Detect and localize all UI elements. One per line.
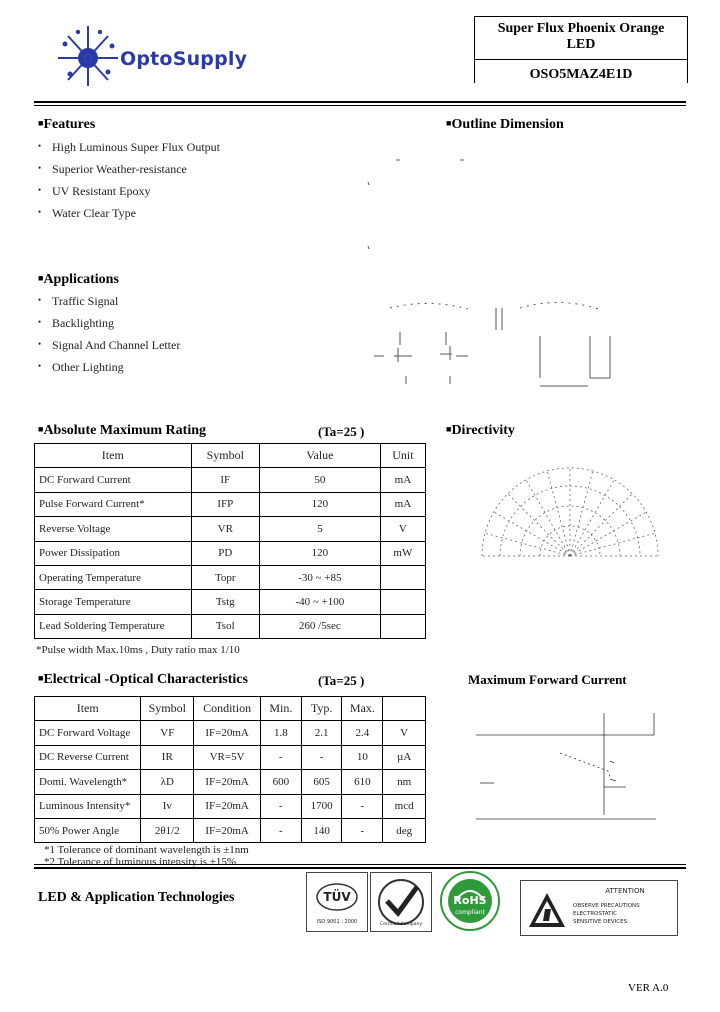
table-cell: IFP bbox=[191, 492, 259, 516]
table-cell: 10 bbox=[342, 745, 383, 769]
svg-text:ATTENTION: ATTENTION bbox=[605, 887, 645, 895]
table-cell: - bbox=[342, 818, 383, 842]
table-cell: - bbox=[260, 818, 301, 842]
table-cell: nm bbox=[383, 770, 426, 794]
header-divider-thin bbox=[34, 105, 686, 106]
table-row bbox=[35, 541, 426, 565]
polar-spoke bbox=[526, 480, 570, 556]
table-cell: Lead Soldering Temperature bbox=[35, 614, 192, 638]
table-cell: IF bbox=[191, 468, 259, 492]
col-header: Min. bbox=[260, 697, 301, 721]
table-cell bbox=[380, 590, 425, 614]
table-cell: -30 ~ +85 bbox=[259, 565, 380, 589]
table-cell: Operating Temperature bbox=[35, 565, 192, 589]
svg-text:TÜV: TÜV bbox=[323, 890, 351, 904]
polar-spoke bbox=[570, 471, 593, 556]
table-cell: 50 bbox=[259, 468, 380, 492]
table-cell: Tsol bbox=[191, 614, 259, 638]
svg-text:Certified Company: Certified Company bbox=[379, 922, 423, 927]
footer-divider bbox=[34, 864, 686, 865]
table-cell: 1.8 bbox=[260, 721, 301, 745]
table-cell bbox=[380, 614, 425, 638]
table-cell: mW bbox=[380, 541, 425, 565]
polar-spoke bbox=[570, 480, 614, 556]
table-row bbox=[35, 590, 426, 614]
table-cell: Luminous Intensity* bbox=[35, 794, 141, 818]
max-forward-chart bbox=[470, 705, 690, 835]
table-cell: λD bbox=[141, 770, 194, 794]
col-header: Unit bbox=[380, 444, 425, 468]
table-cell: IF=20mA bbox=[194, 818, 261, 842]
table-cell: DC Reverse Current bbox=[35, 745, 141, 769]
table-header bbox=[35, 444, 426, 468]
svg-text:compliant: compliant bbox=[455, 909, 485, 916]
list-item: • Other Lighting bbox=[38, 360, 124, 374]
features-heading: ■Features bbox=[38, 117, 96, 132]
tuv-certification-badge bbox=[306, 872, 368, 932]
certified-company-badge bbox=[370, 872, 432, 932]
table-row bbox=[35, 614, 426, 638]
table-cell: VR bbox=[191, 517, 259, 541]
list-item: • Water Clear Type bbox=[38, 206, 136, 220]
title-line2: LED bbox=[566, 37, 596, 52]
table-cell: 610 bbox=[342, 770, 383, 794]
table-row bbox=[35, 745, 426, 769]
table-cell: 605 bbox=[301, 770, 342, 794]
col-header: Item bbox=[35, 697, 141, 721]
applications-heading: ■Applications bbox=[38, 272, 119, 287]
directivity-heading: ■Directivity bbox=[446, 423, 515, 438]
rohs-badge bbox=[434, 870, 506, 932]
table-cell: Domi. Wavelength* bbox=[35, 770, 141, 794]
table-cell: 2.1 bbox=[301, 721, 342, 745]
polar-spoke bbox=[570, 512, 646, 556]
outline-heading: ■Outline Dimension bbox=[446, 117, 564, 132]
table-cell: mA bbox=[380, 492, 425, 516]
table-cell: -40 ~ +100 bbox=[259, 590, 380, 614]
table-cell: Reverse Voltage bbox=[35, 517, 192, 541]
svg-text:OBSERVE PRECAUTIONS: OBSERVE PRECAUTIONS bbox=[573, 903, 640, 909]
polar-spoke bbox=[485, 533, 570, 556]
svg-text:SENSITIVE DEVICES: SENSITIVE DEVICES bbox=[573, 919, 628, 925]
table-cell: DC Forward Voltage bbox=[35, 721, 141, 745]
svg-text:ISO 9001 : 2000: ISO 9001 : 2000 bbox=[316, 919, 358, 925]
applications-list bbox=[38, 294, 180, 382]
abs-max-note: *Pulse width Max.10ms , Duty ratio max 1/10 bbox=[36, 644, 240, 656]
footer-divider-thick bbox=[34, 867, 686, 869]
table-cell: V bbox=[383, 721, 426, 745]
note-line: *1 Tolerance of dominant wavelength is ±1nm bbox=[44, 844, 249, 856]
table-cell: Topr bbox=[191, 565, 259, 589]
features-list bbox=[38, 140, 220, 228]
table-row bbox=[35, 468, 426, 492]
brand-name: OptoSupply bbox=[120, 48, 248, 70]
table-cell: IF=20mA bbox=[194, 721, 261, 745]
table-cell: 260 /5sec bbox=[259, 614, 380, 638]
table-cell: Tstg bbox=[191, 590, 259, 614]
table-cell: mA bbox=[380, 468, 425, 492]
list-item: • UV Resistant Epoxy bbox=[38, 184, 151, 198]
table-cell: VR=5V bbox=[194, 745, 261, 769]
table-row bbox=[35, 818, 426, 842]
table-cell: DC Forward Current bbox=[35, 468, 192, 492]
table-cell: µA bbox=[383, 745, 426, 769]
esd-warning-icon bbox=[521, 881, 677, 935]
product-title bbox=[475, 21, 687, 53]
table-header bbox=[35, 697, 426, 721]
title-line1: Super Flux Phoenix Orange bbox=[497, 21, 665, 36]
rohs-icon bbox=[434, 870, 506, 932]
logo-star-icon bbox=[56, 24, 120, 88]
polar-arc bbox=[482, 468, 658, 556]
table-cell: 600 bbox=[260, 770, 301, 794]
polar-spoke bbox=[508, 494, 570, 556]
table-cell: 50% Power Angle bbox=[35, 818, 141, 842]
part-number: OSO5MAZ4E1D bbox=[529, 67, 633, 82]
table-row bbox=[35, 794, 426, 818]
table-cell: - bbox=[260, 745, 301, 769]
outline-drawing bbox=[360, 140, 690, 400]
header-divider bbox=[34, 101, 686, 103]
col-header: Symbol bbox=[141, 697, 194, 721]
col-header: Typ. bbox=[301, 697, 342, 721]
list-item: • Signal And Channel Letter bbox=[38, 338, 181, 352]
table-cell: IR bbox=[141, 745, 194, 769]
table-cell: 2.4 bbox=[342, 721, 383, 745]
polar-spoke bbox=[494, 512, 570, 556]
eo-table bbox=[34, 696, 426, 843]
tuv-icon bbox=[307, 873, 367, 931]
table-row bbox=[35, 492, 426, 516]
list-item: • Traffic Signal bbox=[38, 294, 119, 308]
table-cell: VF bbox=[141, 721, 194, 745]
col-header: Item bbox=[35, 444, 192, 468]
table-row bbox=[35, 565, 426, 589]
esd-attention-label bbox=[520, 880, 678, 936]
table-cell: IF=20mA bbox=[194, 770, 261, 794]
table-cell: - bbox=[342, 794, 383, 818]
checkmark-icon bbox=[371, 873, 431, 931]
eo-condition: (Ta=25 ) bbox=[318, 673, 365, 688]
table-cell: deg bbox=[383, 818, 426, 842]
table-cell: 2θ1/2 bbox=[141, 818, 194, 842]
table-cell: 1700 bbox=[301, 794, 342, 818]
list-item: • High Luminous Super Flux Output bbox=[38, 140, 221, 154]
max-forward-heading: Maximum Forward Current bbox=[468, 672, 627, 687]
table-row bbox=[35, 517, 426, 541]
table-row bbox=[35, 770, 426, 794]
table-cell: 120 bbox=[259, 492, 380, 516]
table-cell: 140 bbox=[301, 818, 342, 842]
table-cell: Iv bbox=[141, 794, 194, 818]
svg-text:ELECTROSTATIC: ELECTROSTATIC bbox=[573, 911, 617, 917]
table-cell: 5 bbox=[259, 517, 380, 541]
col-header: Max. bbox=[342, 697, 383, 721]
abs-max-table bbox=[34, 443, 426, 639]
table-cell bbox=[380, 565, 425, 589]
directivity-polar-chart bbox=[470, 460, 670, 560]
title-box bbox=[474, 16, 688, 83]
abs-max-condition: (Ta=25 ) bbox=[318, 424, 365, 439]
eo-heading: ■Electrical -Optical Characteristics bbox=[38, 672, 248, 687]
company-name: LED & Application Technologies bbox=[38, 890, 235, 905]
table-cell: Pulse Forward Current* bbox=[35, 492, 192, 516]
list-item: • Superior Weather-resistance bbox=[38, 162, 187, 176]
polar-spoke bbox=[547, 471, 570, 556]
note-line: *2 Tolerance of luminous intensity is ±15% bbox=[44, 856, 237, 868]
col-header: Condition bbox=[194, 697, 261, 721]
abs-max-heading: ■Absolute Maximum Rating bbox=[38, 423, 206, 438]
table-row bbox=[35, 721, 426, 745]
table-cell: - bbox=[301, 745, 342, 769]
table-cell: - bbox=[260, 794, 301, 818]
table-cell: Storage Temperature bbox=[35, 590, 192, 614]
table-cell: PD bbox=[191, 541, 259, 565]
col-header: Value bbox=[259, 444, 380, 468]
table-cell: mcd bbox=[383, 794, 426, 818]
version-label: VER A.0 bbox=[628, 982, 669, 994]
table-cell: Power Dissipation bbox=[35, 541, 192, 565]
polar-spoke bbox=[570, 494, 632, 556]
col-header: Symbol bbox=[191, 444, 259, 468]
table-cell: V bbox=[380, 517, 425, 541]
table-cell: 120 bbox=[259, 541, 380, 565]
polar-spoke bbox=[570, 533, 655, 556]
table-cell: IF=20mA bbox=[194, 794, 261, 818]
list-item: • Backlighting bbox=[38, 316, 114, 330]
col-header-unit bbox=[383, 697, 426, 721]
logo bbox=[56, 24, 120, 88]
svg-text:RoHS: RoHS bbox=[453, 894, 487, 907]
